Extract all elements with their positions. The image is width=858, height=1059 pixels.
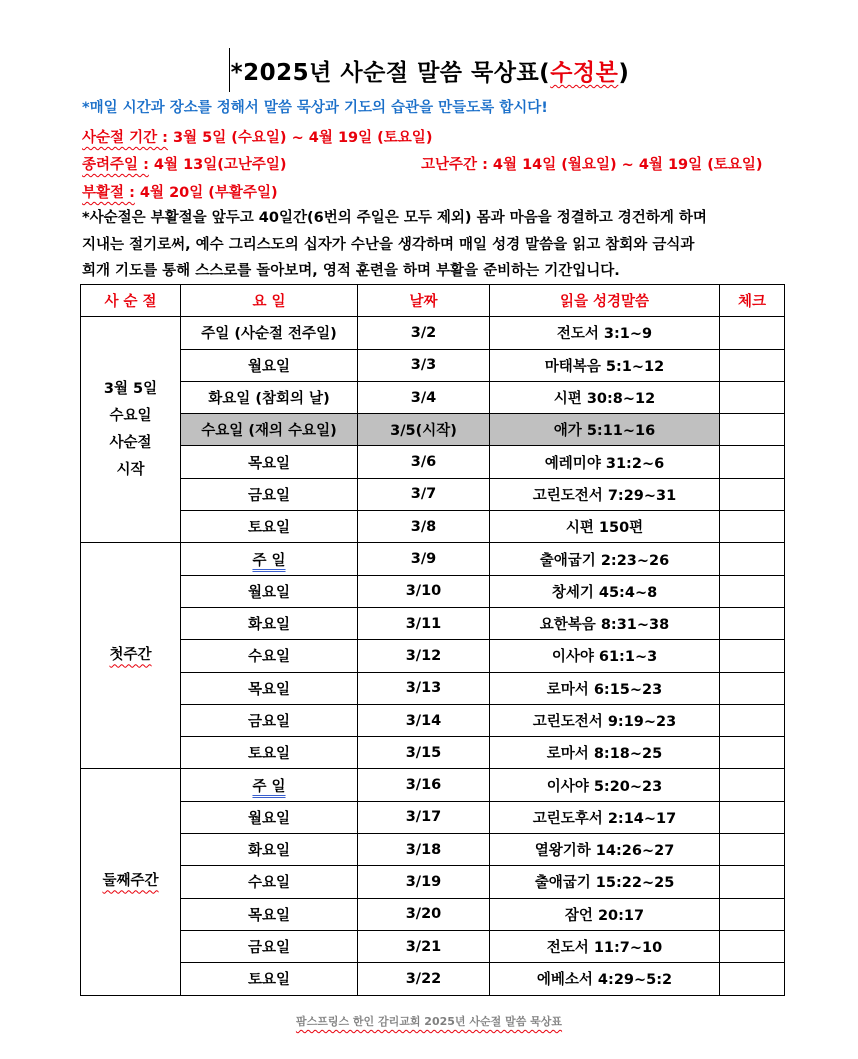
table-row — [81, 801, 785, 833]
day-text: 월요일 — [247, 810, 291, 827]
reading-cell — [490, 672, 720, 704]
period-cell — [81, 317, 181, 543]
reading-text: 열왕기하 14:26~27 — [534, 843, 675, 860]
day-cell — [181, 543, 358, 575]
reading-cell — [490, 640, 720, 672]
reading-text: 로마서 6:15~23 — [546, 681, 663, 698]
table-row — [81, 898, 785, 930]
day-text: 토요일 — [247, 746, 291, 763]
day-text: 화요일 (참회의 날) — [208, 391, 330, 408]
day-cell — [181, 349, 358, 381]
palm-sunday-line — [82, 153, 287, 174]
reading-cell — [490, 963, 720, 995]
check-cell[interactable] — [720, 834, 785, 866]
reading-text: 시편 150편 — [565, 520, 644, 537]
description-line: *사순절은 부활절을 앞두고 40일간(6번의 주일은 모두 제외) 몸과 마음을 정결하고 경건하게 하며 — [82, 210, 707, 226]
check-cell[interactable] — [720, 317, 785, 349]
day-cell — [181, 511, 358, 543]
reading-text: 마태복음 5:1~12 — [544, 358, 665, 375]
date-cell: 3/16 — [358, 769, 490, 801]
footer-text: 팜스프링스 한인 감리교회 2025년 사순절 말씀 묵상표 — [295, 1015, 563, 1028]
check-cell[interactable] — [720, 963, 785, 995]
period-line: 수요일 — [109, 407, 152, 424]
header-check: 체크 — [720, 285, 785, 317]
reading-cell — [490, 834, 720, 866]
day-text: 토요일 — [247, 520, 291, 537]
day-cell — [181, 866, 358, 898]
reading-cell — [490, 349, 720, 381]
day-cell — [181, 381, 358, 413]
reading-text: 출애굽기 2:23~26 — [539, 552, 670, 569]
day-cell — [181, 930, 358, 962]
reading-cell — [490, 511, 720, 543]
date-cell: 3/21 — [358, 930, 490, 962]
table-row — [81, 834, 785, 866]
date-cell: 3/20 — [358, 898, 490, 930]
reading-text: 로마서 8:18~25 — [546, 746, 663, 763]
check-cell[interactable] — [720, 446, 785, 478]
date-cell: 3/12 — [358, 640, 490, 672]
reading-text: 이사야 5:20~23 — [546, 778, 663, 795]
table-row — [81, 672, 785, 704]
table-row — [81, 640, 785, 672]
reading-text: 잠언 20:17 — [564, 907, 645, 924]
title-suffix: ) — [618, 60, 630, 86]
date-cell: 3/7 — [358, 478, 490, 510]
period-cell — [81, 543, 181, 769]
day-cell — [181, 414, 358, 446]
table-row — [81, 414, 785, 446]
date-cell: 3/22 — [358, 963, 490, 995]
reading-cell — [490, 317, 720, 349]
day-cell — [181, 834, 358, 866]
day-text: 주 일 — [252, 552, 286, 569]
check-cell[interactable] — [720, 672, 785, 704]
table-row — [81, 930, 785, 962]
check-cell[interactable] — [720, 866, 785, 898]
reading-text: 고린도전서 9:19~23 — [532, 714, 677, 730]
check-cell[interactable] — [720, 478, 785, 510]
header-period: 사 순 절 — [81, 285, 181, 317]
page-footer — [0, 1013, 858, 1029]
header-date: 날짜 — [358, 285, 490, 317]
day-text: 금요일 — [247, 714, 291, 730]
header-day: 요 일 — [181, 285, 358, 317]
table-row — [81, 543, 785, 575]
check-cell[interactable] — [720, 543, 785, 575]
day-cell — [181, 672, 358, 704]
description-line: 지내는 절기로써, 예수 그리스도의 십자가 수난을 생각하며 매일 성경 말씀을 읽고 참회와 금식과 — [82, 236, 695, 253]
table-row — [81, 866, 785, 898]
palm-sunday-label: 종려주일 : — [82, 157, 149, 173]
table-row — [81, 607, 785, 639]
title-prefix: *2025년 사순절 말씀 묵상표( — [230, 60, 551, 86]
check-cell[interactable] — [720, 898, 785, 930]
reading-text: 전도서 11:7~10 — [546, 940, 663, 957]
table-row — [81, 317, 785, 349]
table-row — [81, 446, 785, 478]
check-cell[interactable] — [720, 607, 785, 639]
check-cell[interactable] — [720, 704, 785, 736]
check-cell[interactable] — [720, 769, 785, 801]
check-cell[interactable] — [720, 737, 785, 769]
reading-cell — [490, 446, 720, 478]
date-cell: 3/15 — [358, 737, 490, 769]
palm-sunday-value: 4월 13일(고난주일) — [148, 157, 287, 173]
check-cell[interactable] — [720, 801, 785, 833]
date-cell: 3/10 — [358, 575, 490, 607]
day-cell — [181, 575, 358, 607]
check-cell[interactable] — [720, 349, 785, 381]
date-cell: 3/14 — [358, 704, 490, 736]
period-line: 사순절 — [109, 434, 152, 451]
date-cell: 3/9 — [358, 543, 490, 575]
check-cell[interactable] — [720, 414, 785, 446]
period-cell — [81, 769, 181, 995]
page-title — [0, 48, 858, 92]
easter-label: 부활절 : — [82, 185, 135, 201]
reading-text: 예레미야 31:2~6 — [544, 455, 665, 472]
date-cell: 3/5(시작) — [358, 414, 490, 446]
reading-cell — [490, 898, 720, 930]
table-row — [81, 575, 785, 607]
reading-text: 에베소서 4:29~5:2 — [536, 972, 673, 989]
check-cell[interactable] — [720, 640, 785, 672]
reading-cell — [490, 704, 720, 736]
day-cell — [181, 801, 358, 833]
header-reading: 읽을 성경말씀 — [490, 285, 720, 317]
date-cell: 3/19 — [358, 866, 490, 898]
day-text: 금요일 — [247, 940, 291, 957]
day-text: 수요일 — [247, 875, 291, 892]
day-text: 금요일 — [247, 487, 291, 504]
period-line: 첫주간 — [109, 647, 152, 664]
day-text: 토요일 — [247, 972, 291, 989]
day-cell — [181, 898, 358, 930]
day-cell — [181, 640, 358, 672]
reading-cell — [490, 478, 720, 510]
reading-text: 요한복음 8:31~38 — [539, 617, 670, 634]
table-row — [81, 511, 785, 543]
reading-text: 전도서 3:1~9 — [556, 326, 653, 343]
check-cell[interactable] — [720, 575, 785, 607]
period-line: 둘째주간 — [102, 873, 159, 890]
table-row — [81, 704, 785, 736]
day-cell — [181, 446, 358, 478]
table-row — [81, 769, 785, 801]
reading-text: 창세기 45:4~8 — [551, 584, 658, 601]
reading-cell — [490, 737, 720, 769]
reading-text: 고린도전서 7:29~31 — [532, 487, 677, 504]
reading-text: 이사야 61:1~3 — [551, 649, 658, 666]
lent-period-line — [82, 126, 432, 147]
day-text: 목요일 — [247, 681, 291, 698]
reading-text: 출애굽기 15:22~25 — [534, 875, 675, 892]
reading-cell — [490, 381, 720, 413]
date-cell: 3/13 — [358, 672, 490, 704]
description-line: 희개 기도를 통해 스스로를 돌아보며, 영적 훈련을 하며 부활을 준비하는 기간입니다. — [82, 263, 620, 279]
period-line: 3월 5일 — [103, 380, 158, 397]
table-row — [81, 737, 785, 769]
day-text: 수요일 (재의 수요일) — [201, 423, 337, 440]
reading-text: 시편 30:8~12 — [553, 391, 656, 408]
day-text: 월요일 — [247, 584, 291, 601]
lent-period-value: 3월 5일 (수요일) ~ 4월 19일 (토요일) — [167, 130, 433, 146]
date-cell: 3/6 — [358, 446, 490, 478]
reading-text: 고린도후서 2:14~17 — [532, 810, 677, 827]
day-cell — [181, 704, 358, 736]
check-cell[interactable] — [720, 511, 785, 543]
date-cell: 3/2 — [358, 317, 490, 349]
reading-cell — [490, 866, 720, 898]
table-row — [81, 963, 785, 995]
date-cell: 3/18 — [358, 834, 490, 866]
easter-line — [82, 181, 278, 202]
date-cell: 3/11 — [358, 607, 490, 639]
title-highlight: 수정본 — [550, 60, 619, 86]
reading-cell — [490, 414, 720, 446]
reading-text: 애가 5:11~16 — [553, 423, 656, 440]
description-paragraph — [82, 205, 784, 285]
day-text: 수요일 — [247, 649, 291, 666]
check-cell[interactable] — [720, 930, 785, 962]
date-cell: 3/8 — [358, 511, 490, 543]
reading-cell — [490, 543, 720, 575]
day-text: 주일 (사순절 전주일) — [201, 326, 337, 343]
period-line: 시작 — [116, 461, 145, 478]
day-text: 주 일 — [252, 778, 286, 795]
reading-cell — [490, 575, 720, 607]
day-cell — [181, 478, 358, 510]
reading-cell — [490, 769, 720, 801]
date-cell: 3/4 — [358, 381, 490, 413]
reading-cell — [490, 607, 720, 639]
text-cursor — [229, 48, 230, 92]
table-row — [81, 381, 785, 413]
holy-week-line: 고난주간 : 4월 14일 (월요일) ~ 4월 19일 (토요일) — [421, 157, 763, 173]
table-row — [81, 478, 785, 510]
day-text: 목요일 — [247, 455, 291, 472]
check-cell[interactable] — [720, 381, 785, 413]
date-cell: 3/3 — [358, 349, 490, 381]
day-cell — [181, 607, 358, 639]
table-header-row — [81, 285, 785, 317]
lent-period-label: 사순절 기간 : — [82, 130, 168, 146]
day-cell — [181, 737, 358, 769]
day-cell — [181, 769, 358, 801]
day-text: 월요일 — [247, 358, 291, 375]
reading-schedule-table — [80, 284, 785, 996]
reading-cell — [490, 930, 720, 962]
intro-line: *매일 시간과 장소를 정해서 말씀 묵상과 기도의 습관을 만들도록 합시다! — [82, 100, 548, 116]
easter-value: 4월 20일 (부활주일) — [134, 185, 278, 201]
day-cell — [181, 317, 358, 349]
date-cell: 3/17 — [358, 801, 490, 833]
day-cell — [181, 963, 358, 995]
day-text: 화요일 — [247, 843, 291, 860]
day-text: 목요일 — [247, 907, 291, 924]
reading-cell — [490, 801, 720, 833]
table-row — [81, 349, 785, 381]
day-text: 화요일 — [247, 617, 291, 634]
